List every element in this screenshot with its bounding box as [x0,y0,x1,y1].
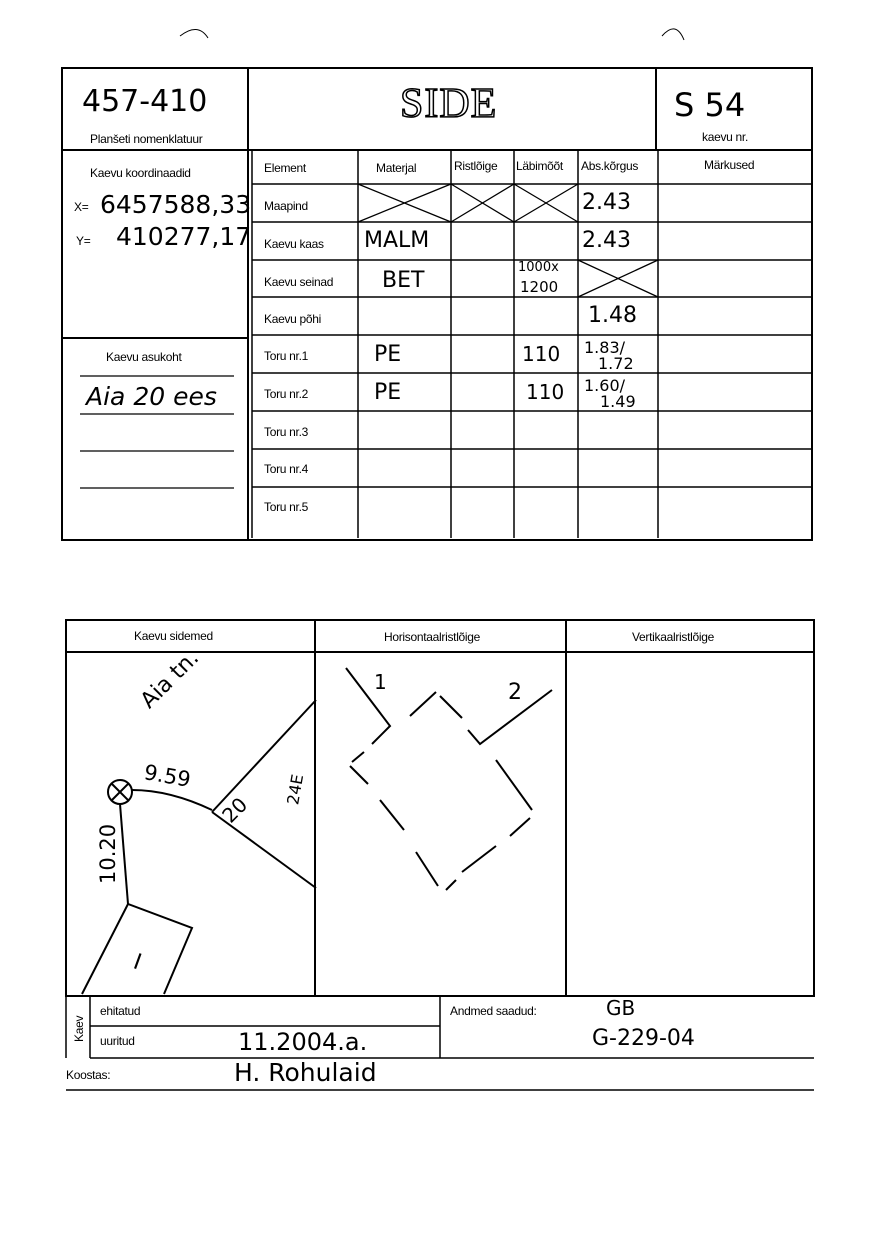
sketch-distance-1: 9.59 [142,760,193,792]
col-header-diameter: Läbimõõt [516,159,563,173]
nomenclature-value: 457-410 [82,84,208,119]
sketch-horizontal-label: Horisontaalristlõige [384,630,481,644]
page-title: SIDE [400,81,498,127]
data-source-label: Andmed saadud: [450,1004,537,1018]
cell-pipe-1-elevation-top: 1.83/ [584,338,626,357]
row-label-pipe-2: Toru nr.2 [264,387,308,401]
well-number-label: kaevu nr. [702,130,748,144]
cell-pipe-2-elevation-bottom: 1.49 [600,392,636,411]
cell-walls-diameter-top: 1000x [518,260,559,275]
row-label-pipe-5: Toru nr.5 [264,500,308,514]
row-label-pipe-3: Toru nr.3 [264,425,308,439]
cell-pipe-1-elevation-bottom: 1.72 [598,354,634,373]
cell-pipe-1-diameter: 110 [522,342,561,366]
sketch-pipe-1: 1 [374,670,387,694]
x-coordinate: 6457588,33 [100,190,252,219]
built-label: ehitatud [100,1004,141,1018]
nomenclature-label: Planšeti nomenklatuur [90,132,203,146]
sketch-building-number-2: 24E [283,772,308,807]
sketch-connections-label: Kaevu sidemed [134,629,213,643]
surveyed-value: 11.2004.a. [238,1028,368,1056]
sketch-building-small: I [129,949,145,976]
col-header-cross-section: Ristlõige [454,159,498,173]
row-label-bottom: Kaevu põhi [264,312,322,326]
compiled-by-label: Koostas: [66,1068,111,1082]
location-label: Kaevu asukoht [106,350,182,364]
cell-walls-diameter-bottom: 1200 [520,278,559,296]
cell-pipe-2-diameter: 110 [526,380,565,404]
data-source-value-2: G-229-04 [592,1026,695,1051]
sketch-distance-2: 10.20 [96,823,120,884]
sketch-vertical-label: Vertikaalristlõige [632,630,714,644]
well-number-value: S 54 [674,86,746,124]
row-label-pipe-1: Toru nr.1 [264,349,308,363]
cell-lid-elevation: 2.43 [582,228,631,253]
cell-ground-elevation: 2.43 [582,190,631,215]
cell-bottom-elevation: 1.48 [588,303,637,328]
y-prefix: Y= [76,234,91,248]
compiled-by-value: H. Rohulaid [234,1058,377,1087]
row-label-lid: Kaevu kaas [264,237,324,251]
cell-pipe-2-elevation-top: 1.60/ [584,376,626,395]
row-label-walls: Kaevu seinad [264,275,334,289]
x-prefix: X= [74,200,89,214]
y-coordinate: 410277,17 [116,222,252,251]
location-value: Aia 20 ees [86,382,217,411]
cell-walls-material: BET [382,268,425,293]
col-header-material: Materjal [376,161,417,175]
row-label-ground: Maapind [264,199,308,213]
sketch-street-label: Aia tn. [136,645,205,714]
sketch-building-number: 20 [217,792,253,828]
cell-lid-material: MALM [364,228,430,253]
footer-side-label: Kaev [72,1015,86,1042]
data-source-value-1: GB [606,996,636,1020]
cell-pipe-1-material: PE [374,342,402,367]
col-header-remarks: Märkused [704,158,755,172]
sketch-pipe-2: 2 [508,680,522,705]
col-header-elevation: Abs.kõrgus [581,159,639,173]
coordinates-label: Kaevu koordinaadid [90,166,191,180]
cell-pipe-2-material: PE [374,380,402,405]
row-label-pipe-4: Toru nr.4 [264,462,308,476]
surveyed-label: uuritud [100,1034,135,1048]
col-header-element: Element [264,161,306,175]
